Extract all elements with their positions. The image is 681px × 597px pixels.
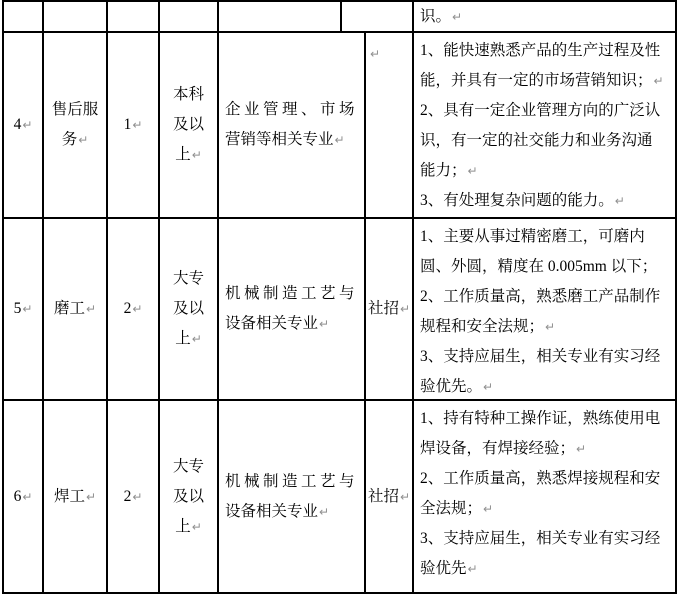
requirement-line: 1、主要从事过精密磨工，可磨内	[420, 228, 645, 245]
requirement-line: 1、持有特种工操作证，熟练使用电	[420, 410, 661, 427]
requirement-line: 1、能快速熟悉产品的生产过程及性	[420, 42, 661, 59]
education-line: 上	[175, 517, 191, 535]
job-5-title-cell[interactable]	[44, 219, 108, 401]
requirement-line: 3、支持应届生，相关专业有实习经	[420, 530, 661, 547]
paragraph-mark-icon: ↵	[399, 489, 411, 504]
job-title-line: 磨工	[53, 300, 85, 317]
major-line: 机械制造工艺与	[225, 472, 359, 490]
major-line: 企业管理、市场	[225, 101, 359, 118]
paragraph-mark-icon: ↵	[22, 302, 33, 316]
paragraph-mark-icon: ↵	[319, 317, 330, 331]
major-line: 机械制造工艺与	[225, 285, 359, 302]
paragraph-mark-icon: ↵	[22, 118, 33, 132]
requirement-line: 能，并具有一定的市场营销知识；	[420, 72, 653, 89]
headcount: 2	[123, 300, 132, 317]
education-line: 大专	[172, 270, 204, 287]
requirement-line: 焊设备，有焊接经验；	[420, 440, 576, 457]
major-line: 营销等相关专业	[225, 131, 334, 148]
job-4-title-cell[interactable]	[44, 33, 108, 219]
job-5-requirements-cell[interactable]	[414, 219, 675, 401]
job-5-education-cell[interactable]	[160, 219, 219, 401]
job-6-title-cell[interactable]	[44, 401, 108, 592]
paragraph-mark-icon: ↵	[132, 302, 143, 316]
paragraph-mark-icon: ↵	[483, 502, 494, 516]
partial-hire-type-cell[interactable]	[342, 2, 414, 33]
paragraph-mark-icon: ↵	[191, 148, 202, 162]
paragraph-mark-icon: ↵	[399, 302, 411, 316]
job-5-no-cell[interactable]	[4, 219, 44, 401]
job-no: 4	[13, 116, 22, 133]
headcount: 2	[123, 487, 132, 505]
paragraph-mark-icon: ↵	[545, 320, 556, 334]
partial-education-cell[interactable]	[160, 2, 219, 33]
job-6-education-cell[interactable]	[160, 401, 219, 592]
paragraph-mark-icon: ↵	[85, 489, 97, 504]
paragraph-mark-icon: ↵	[191, 519, 202, 534]
education-line: 及以	[172, 300, 204, 317]
paragraph-mark-icon: ↵	[653, 74, 664, 88]
job-4-education-cell[interactable]	[160, 33, 219, 219]
paragraph-mark-icon: ↵	[483, 380, 494, 394]
requirement-line: 规程和安全法规；	[420, 318, 545, 335]
job-4-headcount-cell[interactable]	[108, 33, 160, 219]
paragraph-mark-icon: ↵	[334, 133, 345, 147]
table-row-partial	[4, 2, 675, 33]
paragraph-mark-icon: ↵	[319, 504, 330, 519]
paragraph-mark-icon: ↵	[191, 332, 202, 346]
requirement-line: 2、具有一定企业管理方向的广泛认	[420, 102, 661, 119]
recruitment-table	[2, 0, 677, 594]
job-4-hire-type-cell[interactable]	[366, 33, 414, 219]
requirement-line: 2、工作质量高，熟悉焊接规程和安	[420, 470, 661, 487]
paragraph-mark-icon: ↵	[576, 442, 587, 456]
requirement-line: 全法规；	[420, 500, 483, 517]
job-no: 6	[13, 487, 22, 505]
partial-title-cell[interactable]	[44, 2, 108, 33]
education-line: 大专	[172, 457, 204, 475]
hire-type: 社招	[367, 487, 399, 505]
paragraph-mark-icon: ↵	[467, 164, 478, 178]
job-5-hire-type-cell[interactable]	[366, 219, 414, 401]
paragraph-mark-icon: ↵	[614, 194, 625, 208]
hire-type: 社招	[367, 300, 399, 317]
requirement-line: 2、工作质量高，熟悉磨工产品制作	[420, 288, 661, 305]
headcount: 1	[123, 116, 132, 133]
requirement-line: 验优先。	[420, 378, 483, 395]
paragraph-mark-icon: ↵	[132, 489, 143, 504]
job-4-requirements-cell[interactable]	[414, 33, 675, 219]
job-title-line: 焊工	[53, 487, 85, 505]
paragraph-mark-icon: ↵	[22, 489, 33, 504]
paragraph-mark-icon: ↵	[452, 9, 463, 24]
job-6-requirements-cell[interactable]	[414, 401, 675, 592]
job-6-no-cell[interactable]	[4, 401, 44, 592]
paragraph-mark-icon: ↵	[78, 133, 89, 147]
education-line: 上	[175, 330, 191, 347]
job-4-no-cell[interactable]	[4, 33, 44, 219]
job-title-line: 务	[61, 131, 78, 148]
paragraph-mark-icon: ↵	[132, 118, 143, 132]
partial-headcount-cell[interactable]	[108, 2, 160, 33]
education-line: 本科	[172, 86, 204, 103]
table-body	[4, 33, 675, 592]
job-6-major-cell[interactable]	[219, 401, 366, 592]
paragraph-mark-icon: ↵	[85, 302, 97, 316]
job-5-headcount-cell[interactable]	[108, 219, 160, 401]
education-line: 及以	[172, 487, 204, 505]
requirement-line: 能力；	[420, 162, 467, 179]
requirement-line: 3、有处理复杂问题的能力。	[420, 192, 614, 209]
job-5-major-cell[interactable]	[219, 219, 366, 401]
requirement-line: 3、支持应届生，相关专业有实习经	[420, 348, 661, 365]
requirement-line: 验优先	[420, 560, 467, 577]
job-6-hire-type-cell[interactable]	[366, 401, 414, 592]
major-line: 设备相关专业	[225, 315, 319, 332]
partial-no-cell[interactable]	[4, 2, 44, 33]
education-line: 及以	[172, 116, 204, 133]
major-line: 设备相关专业	[225, 502, 319, 520]
job-4-major-cell[interactable]	[219, 33, 366, 219]
paragraph-mark-icon: ↵	[370, 47, 381, 61]
job-no: 5	[13, 300, 22, 317]
requirement-line: 圆、外圆，精度在 0.005mm 以下；	[420, 258, 658, 275]
requirement-line: 识，有一定的社交能力和业务沟通	[420, 132, 653, 149]
paragraph-mark-icon: ↵	[467, 562, 478, 576]
partial-major-cell[interactable]	[219, 2, 342, 33]
partial-requirements-cell[interactable]	[414, 2, 675, 33]
job-6-headcount-cell[interactable]	[108, 401, 160, 592]
job-title-line: 售后服	[51, 101, 99, 118]
requirements-tail-text: 识。	[420, 7, 452, 25]
education-line: 上	[175, 146, 191, 163]
